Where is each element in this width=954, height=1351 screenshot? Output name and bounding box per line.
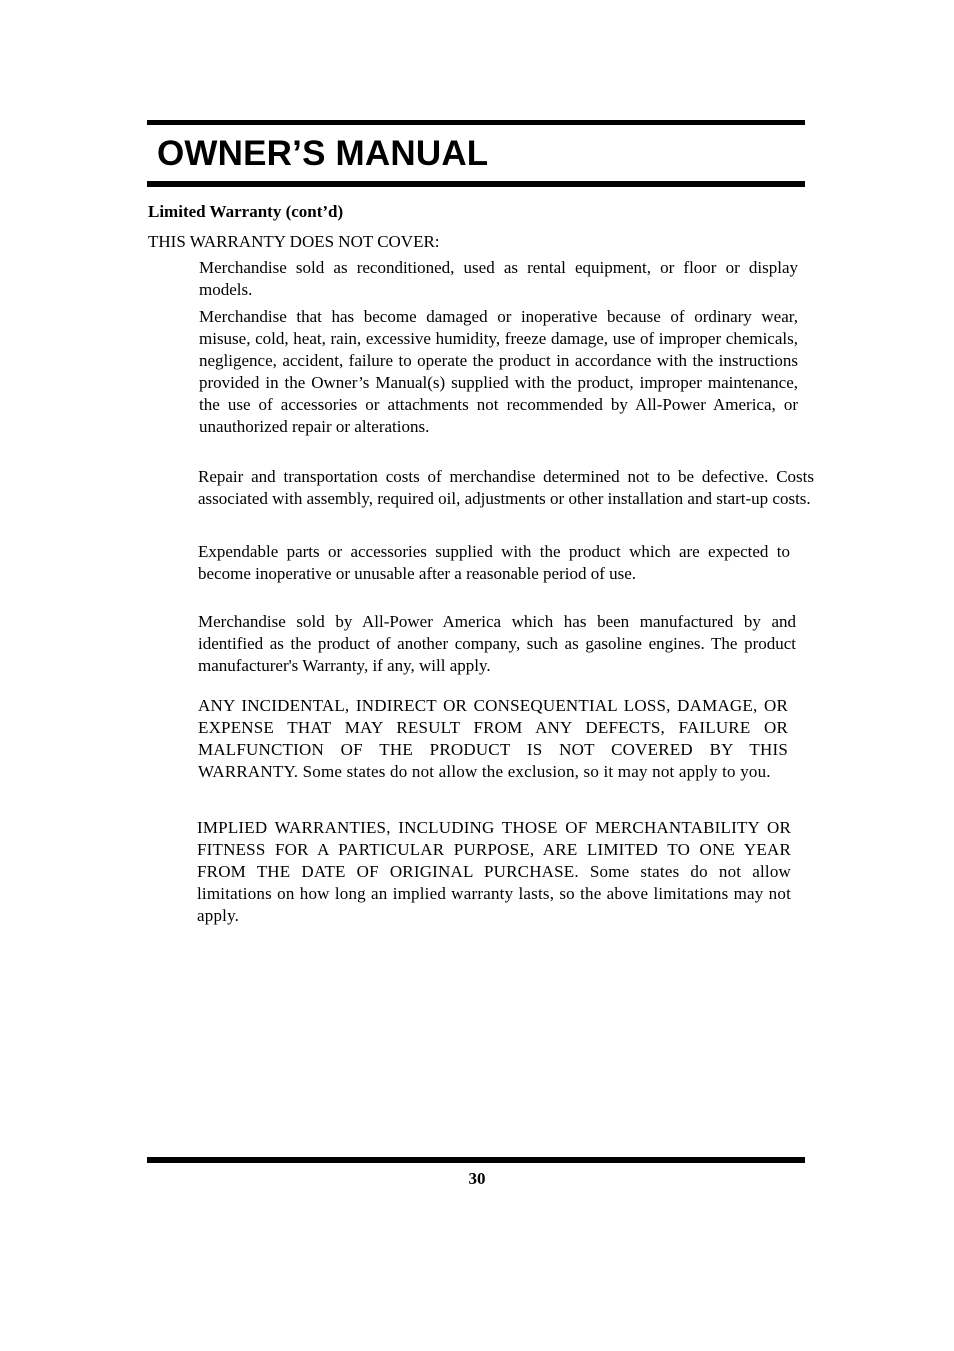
exclusion-item: Merchandise sold as reconditioned, used as rental equipment, or floor or display models. [199,258,798,299]
manual-title: OWNER’S MANUAL [157,134,489,173]
header-top-rule [147,120,805,125]
exclusion-item: Repair and transportation costs of merchandise determined not to be defective. Costs associated with assembly, required oil, adjustments or other installation and start-up costs. [198,467,814,508]
exclusion-item: IMPLIED WARRANTIES, INCLUDING THOSE OF MERCHANTABILITY OR FITNESS FOR A PARTICULAR PURPOSE, ARE LIMITED TO ONE YEAR FROM THE DATE OF ORIGINAL PURCHASE. Some states do not allow limitations on how long an implied warranty lasts, so the above limitations may not apply. [197,818,791,925]
section-heading: Limited Warranty (cont’d) [148,202,344,221]
exclusion-item: Expendable parts or accessories supplied with the product which are expected to become inoperative or unusable after a reasonable period of use. [198,542,790,583]
header-bottom-rule [147,181,805,187]
exclusion-item: ANY INCIDENTAL, INDIRECT OR CONSEQUENTIAL LOSS, DAMAGE, OR EXPENSE THAT MAY RESULT FROM ANY DEFECTS, FAILURE OR MALFUNCTION OF THE PRODUCT IS NOT COVERED BY THIS WARRANTY. Some states do not allow the exclusion, so it may not apply to you. [198,696,788,781]
footer-rule [147,1157,805,1163]
exclusion-item: Merchandise that has become damaged or inoperative because of ordinary wear, misuse, cold, heat, rain, excessive humidity, freeze damage, use of improper chemicals, negligence, accident, failure to operate the product in accordance with the instructions provided in the Owner’s Manual(s) supplied with the product, improper maintenance, the use of accessories or attachments not recommended by All-Power America, or unauthorized repair or alterations. [199,307,798,436]
warranty-exclusions-intro: THIS WARRANTY DOES NOT COVER: [148,232,440,251]
exclusion-item: Merchandise sold by All-Power America which has been manufactured by and identified as the product of another company, such as gasoline engines. The product manufacturer's Warranty, if any, will apply. [198,612,796,675]
page-number: 30 [468,1169,486,1188]
